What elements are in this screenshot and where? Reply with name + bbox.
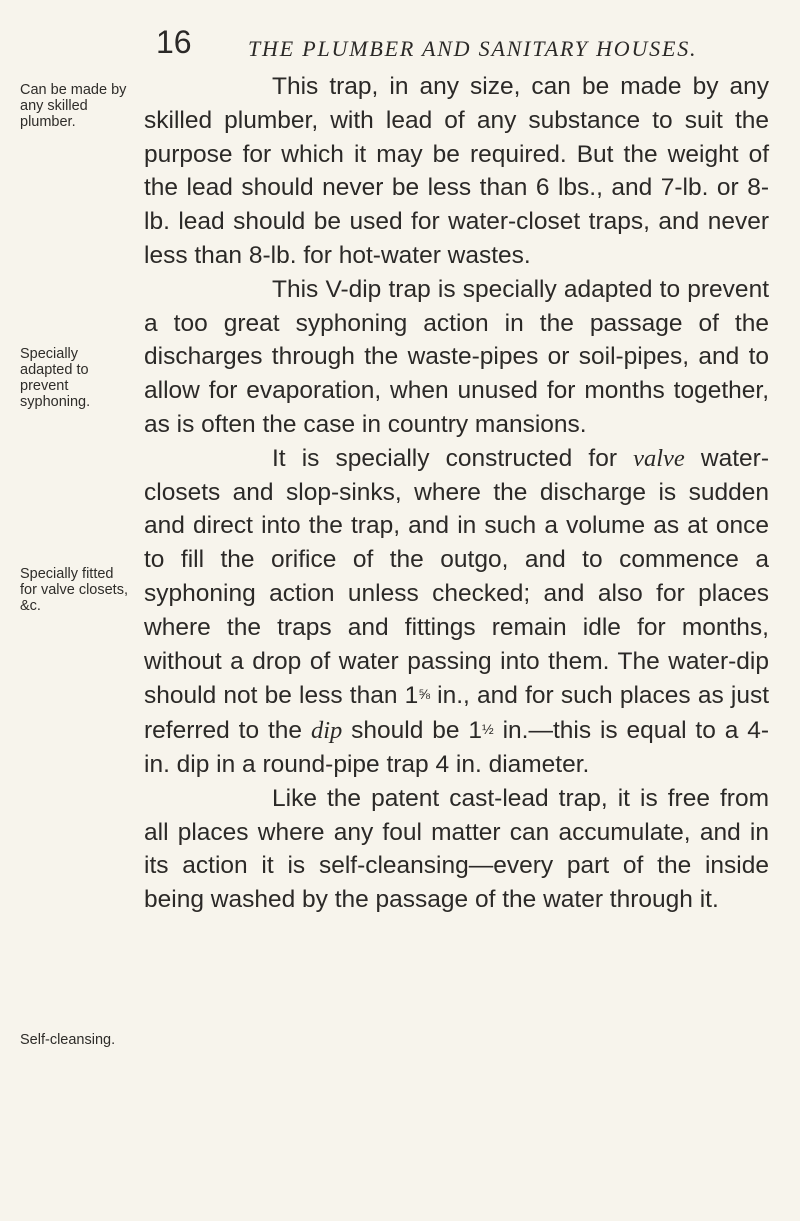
emphasis: valve <box>633 444 685 472</box>
emphasis: dip <box>310 717 343 745</box>
text-run: in., and for such places as just referred to the <box>144 682 770 745</box>
paragraph: Like the patent cast-lead trap, it is free from all places where any foul matter can accumulate, and in its action it is self-cleansing—every part of the inside being washed by the passage of the water through it. <box>144 784 769 914</box>
fraction: ⅝ <box>418 686 430 703</box>
paragraph: This trap, in any size, can be made by any skilled plumber, with lead of any substance to suit the purpose for which it may be required. But the weight of the lead should never be less than 6 lbs., and 7-lb. or 8-lb. lead should be used for water-closet traps, and never less than 8-lb. for hot-water wastes. <box>144 73 769 269</box>
body-text <box>144 70 769 917</box>
margin-note: Specially fitted for valve closets, &c. <box>20 566 128 614</box>
margin-note: Can be made by any skilled plumber. <box>20 82 127 130</box>
fraction: ½ <box>482 721 494 738</box>
text-run: in.—this is equal to a 4-in. dip in a round-pipe trap 4 in. diameter. <box>144 717 770 778</box>
text-run: should be 1 <box>342 717 483 745</box>
paragraph <box>144 442 769 782</box>
paragraph: This V-dip trap is specially adapted to prevent a too great syphoning action in the passage of the discharges through the waste-pipes or soil-pipes, and to allow for evaporation, when unused for months together, as is often the case in country mansions. <box>144 275 769 438</box>
text-run: It is specially constructed for <box>272 444 634 472</box>
text-run: water-closets and slop-sinks, where the discharge is sudden and direct into the trap, and in such a volume as at once to fill the orifice of the outgo, and to commence a syphoning action unless checked; and also for places where the traps and fittings remain idle for months, without a drop of water passing into them. The water-dip should not be less than 1 <box>144 444 769 710</box>
margin-note: Specially adapted to prevent syphoning. <box>20 346 91 410</box>
margin-note: Self-cleansing. <box>20 1032 116 1048</box>
page-number: 16 <box>156 24 192 60</box>
running-title: THE PLUMBER AND SANITARY HOUSES. <box>248 36 698 61</box>
running-head <box>0 18 800 64</box>
